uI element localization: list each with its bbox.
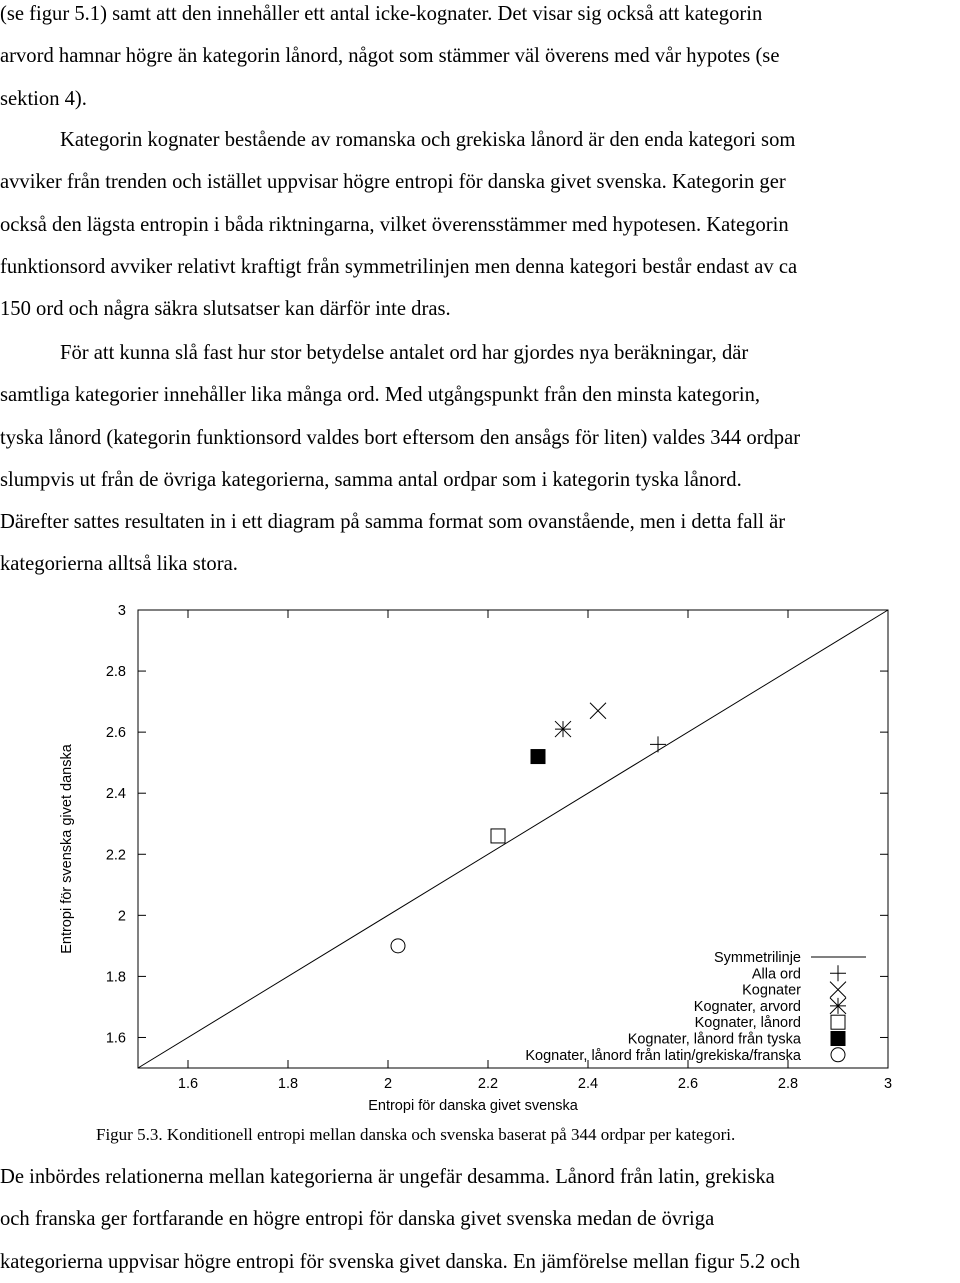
data-point-circle-open — [391, 939, 405, 953]
x-tick-label: 2.6 — [677, 1076, 699, 1092]
text-line: samtliga kategorier innehåller lika många ord. Med utgångspunkt från den minsta kategorin, — [0, 384, 761, 407]
x-tick-label: 2.2 — [477, 1076, 499, 1092]
text-line: slumpvis ut från de övriga kategorierna, samma antal ordpar som i kategorin tyska lånord. — [0, 468, 742, 491]
legend-marker-square-filled — [831, 1032, 845, 1046]
legend-marker-plus — [830, 965, 846, 981]
y-tick-label: 2.6 — [105, 725, 126, 742]
text-line: kategorierna uppvisar högre entropi för svenska givet danska. En jämförelse mellan figur 5.2 och — [0, 1250, 801, 1273]
y-tick-label: 2.4 — [105, 786, 126, 803]
legend-marker-square-open — [831, 1015, 845, 1029]
text-line: funktionsord avviker relativt kraftigt från symmetrilinjen men denna kategori består endast av ca — [0, 255, 798, 278]
scatter-chart — [0, 595, 960, 1120]
text-line: (se figur 5.1) samt att den innehåller ett antal icke-kognater. Det visar sig också att kategorin — [0, 3, 763, 25]
legend-label: Kognater, lånord — [694, 1015, 801, 1032]
text-line: Därefter sattes resultaten in i ett diagram på samma format som ovanstående, men i detta fall är — [0, 511, 786, 534]
text-line: också den lägsta entropin i båda riktningarna, vilket överensstämmer med hypotesen. Kategorin — [0, 213, 789, 236]
data-point-star — [555, 721, 571, 737]
paragraph — [0, 332, 958, 586]
text-line: 150 ord och några säkra slutsatser kan därför inte dras. — [0, 298, 451, 321]
legend-label: Kognater — [742, 982, 801, 999]
y-tick-label: 1.6 — [105, 1030, 126, 1047]
y-tick-label: 2.2 — [105, 847, 126, 864]
x-tick-label: 1.8 — [277, 1076, 299, 1092]
paragraph — [0, 119, 958, 330]
x-tick-label: 2.8 — [777, 1076, 799, 1092]
legend-marker-star — [830, 998, 846, 1014]
legend-label: Alla ord — [751, 966, 801, 983]
figure-caption: Figur 5.3. Konditionell entropi mellan danska och svenska baserat på 344 ordpar per kategori. — [96, 1125, 736, 1144]
data-point-cross — [590, 703, 606, 719]
y-tick-label: 2.8 — [105, 664, 126, 681]
y-tick-label: 2 — [117, 908, 126, 925]
x-tick-label: 2.4 — [577, 1076, 599, 1092]
y-tick-label: 3 — [117, 603, 126, 619]
y-tick-label: 1.8 — [105, 969, 126, 986]
data-point-square-filled — [531, 750, 545, 764]
legend-label: Kognater, lånord från tyska — [627, 1031, 801, 1048]
y-axis-label: Entropi för svenska givet danska — [59, 744, 75, 954]
legend-label: Kognater, arvord — [693, 998, 801, 1015]
x-tick-label: 1.6 — [177, 1076, 199, 1092]
legend-marker-circle-open — [831, 1048, 845, 1062]
data-point-square-open — [491, 829, 505, 843]
data-point-plus — [650, 736, 666, 752]
paragraph — [0, 0, 958, 120]
x-axis-label: Entropi för danska givet svenska — [368, 1098, 578, 1114]
text-line: arvord hamnar högre än kategorin lånord, något som stämmer väl överens med vår hypotes (se — [0, 45, 780, 68]
text-line: tyska lånord (kategorin funktionsord valdes bort eftersom den ansågs för liten) valdes 344 ordpar — [0, 426, 801, 449]
text-line: sektion 4). — [0, 87, 87, 110]
x-tick-label: 3 — [883, 1076, 893, 1092]
legend-label: Kognater, lånord från latin/grekiska/franska — [525, 1047, 801, 1064]
legend-label: Symmetrilinje — [713, 950, 801, 966]
paragraph — [0, 1156, 958, 1283]
text-line: kategorierna alltså lika stora. — [0, 553, 238, 576]
text-line: För att kunna slå fast hur stor betydelse antalet ord har gjordes nya beräkningar, där — [60, 342, 749, 364]
x-tick-label: 2 — [383, 1076, 393, 1092]
text-line: Kategorin kognater bestående av romanska och grekiska lånord är den enda kategori som — [60, 129, 796, 151]
text-line: De inbördes relationerna mellan kategorierna är ungefär desamma. Lånord från latin, grekiska — [0, 1166, 775, 1188]
text-line: avviker från trenden och istället uppvisar högre entropi för danska givet svenska. Kategorin ger — [0, 171, 786, 194]
legend-marker-cross — [830, 982, 846, 998]
text-line: och franska ger fortfarande en högre entropi för danska givet svenska medan de övriga — [0, 1208, 715, 1231]
